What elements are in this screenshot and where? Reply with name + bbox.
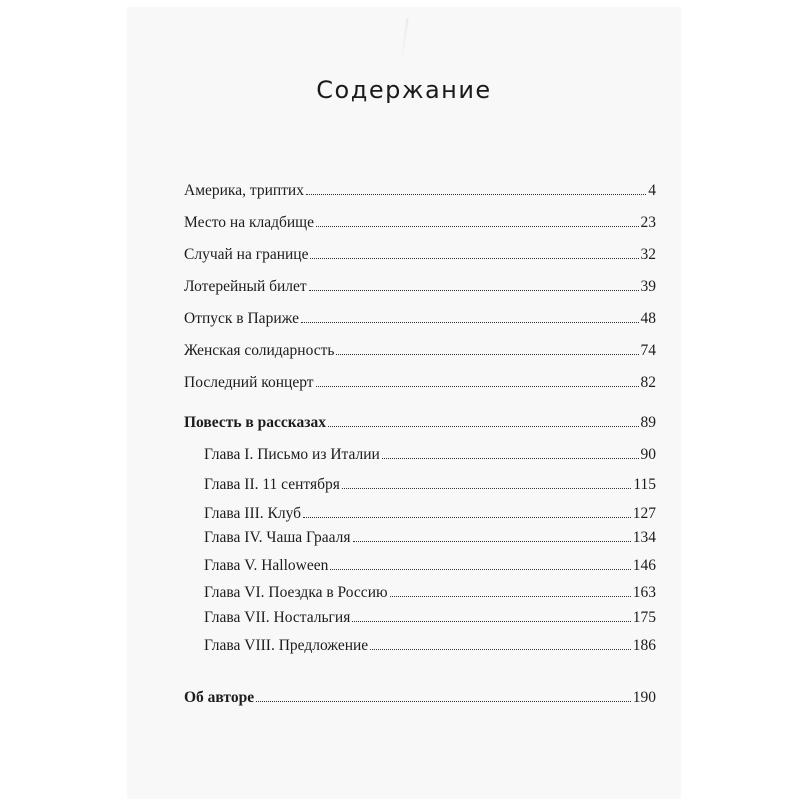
toc-entry-label: Женская солидарность [184,342,335,359]
toc-about-label: Об авторе [184,689,255,706]
toc-chapter [204,609,656,627]
leader-dots [390,596,631,597]
toc-chapter-label: Глава IV. Чаша Грааля [204,529,351,546]
toc-chapter [204,505,656,523]
book-page [128,8,680,798]
toc-entry [184,278,656,296]
toc-chapter-page: 186 [632,637,656,654]
toc-chapter [204,446,656,464]
toc-chapter [204,584,656,602]
toc-entry-label: Америка, триптих [184,182,304,199]
toc-section [184,414,656,432]
toc-chapter [204,476,656,494]
leader-dots [336,354,638,355]
toc-entry [184,182,656,200]
toc-entry [184,310,656,328]
page-mark [401,18,408,56]
leader-dots [306,194,646,195]
leader-dots [370,649,631,650]
toc-entry-page: 39 [640,278,656,295]
page-title: Содержание [316,76,492,104]
toc-chapter-page: 163 [632,584,656,601]
toc-entry-label: Место на кладбище [184,214,314,231]
toc-chapter-page: 90 [640,446,656,463]
toc-chapter-page: 134 [632,529,656,546]
toc-about-page: 190 [632,689,656,706]
toc-entry-label: Лотерейный билет [184,278,307,295]
leader-dots [353,541,631,542]
leader-dots [352,621,630,622]
leader-dots [328,426,639,427]
toc-chapter-label: Глава VII. Ностальгия [204,609,351,626]
toc-chapter-page: 115 [633,476,656,493]
toc-about [184,689,656,707]
toc-chapter-label: Глава III. Клуб [204,505,302,522]
toc-chapter [204,557,656,575]
toc-entry-label: Последний концерт [184,374,314,391]
toc-chapter-label: Глава V. Halloween [204,557,329,574]
toc-chapter-label: Глава VIII. Предложение [204,637,369,654]
toc-entry-label: Отпуск в Париже [184,310,299,327]
toc-chapter [204,637,656,655]
toc-entry [184,246,656,264]
leader-dots [309,290,639,291]
leader-dots [316,226,639,227]
toc-chapter-page: 127 [632,505,656,522]
leader-dots [342,488,631,489]
toc-chapter-page: 175 [632,609,656,626]
toc-entry-page: 23 [640,214,656,231]
toc-chapter-label: Глава VI. Поездка в Россию [204,584,388,601]
toc-chapter-label: Глава II. 11 сентября [204,476,340,493]
toc-chapter-page: 146 [632,557,656,574]
toc-entry [184,214,656,232]
leader-dots [310,258,638,259]
toc-entry-page: 74 [640,342,656,359]
toc-section-page: 89 [640,414,656,431]
toc-entry [184,342,656,360]
toc-entry-page: 48 [640,310,656,327]
toc-entry [184,374,656,392]
leader-dots [382,458,639,459]
leader-dots [330,569,630,570]
leader-dots [256,701,631,702]
leader-dots [301,322,639,323]
toc-chapter [204,529,656,547]
leader-dots [316,386,639,387]
toc-entry-page: 32 [640,246,656,263]
toc-entry-page: 4 [648,182,656,199]
toc-section-label: Повесть в рассказах [184,414,326,431]
toc-entry-label: Случай на границе [184,246,309,263]
leader-dots [303,517,631,518]
toc-entry-page: 82 [640,374,656,391]
toc-chapter-label: Глава I. Письмо из Италии [204,446,380,463]
